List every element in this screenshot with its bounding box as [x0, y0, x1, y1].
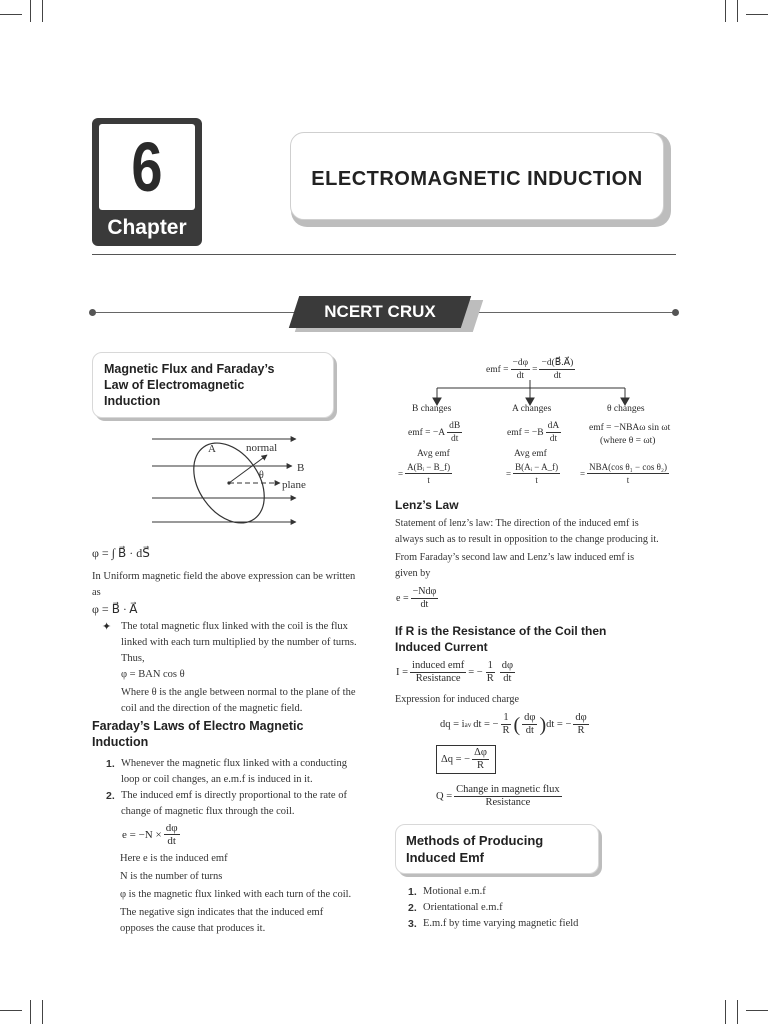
crop-mark: [746, 14, 768, 15]
list-item: 3. E.m.f by time varying magnetic field: [408, 918, 579, 930]
q-equation: Q = $\frac{\text{Change in magnetic flux}}{\text{Resistance}}$: [436, 784, 560, 808]
section-heading-2: Faraday’s Laws of Electro Magnetic Induction: [92, 719, 304, 749]
bullet-icon: ✦: [102, 621, 112, 633]
lenz-paragraph: Statement of lenz’s law: The direction of the induced emf is always such as to result in opposition to the change producing it. From Faraday’s second law and Lenz’s law induced emf is given by: [395, 518, 659, 579]
list-item: 2. The induced emf is directly proportional to the rate of change of magnetic flux through the coil.: [106, 790, 347, 817]
where-theta: (where θ = ωt): [600, 436, 656, 446]
flux-integral-equation: φ = ∫ B⃗ · dS⃗: [92, 546, 150, 560]
avg-emf-b-equation: = $\frac{\text{A(Bᵢ − B\_f)}}{t}$: [398, 462, 451, 485]
emf-a-equation: emf = −B $\frac{dA}{dt}$: [507, 421, 560, 444]
current-equation: I = $\frac{\text{induced emf}}{\text{Resistance}}$ = − $\frac{1}{R}$ $\frac{d\varphi}{dt}$: [396, 660, 514, 684]
crop-mark: [42, 1000, 43, 1024]
dq-equation: dq = i av dt = − $\frac{1}{R}$ ( $\frac{d\varphi}{dt}$ ) dt = − $\frac{d\varphi}{R}$: [440, 712, 587, 736]
chapter-label: Chapter: [107, 216, 187, 239]
emf-b-equation: emf = −A $\frac{dB}{dt}$: [408, 421, 461, 444]
avg-emf-a-equation: = $\frac{\text{B(Aᵢ − A\_f)}}{t}$: [506, 462, 559, 485]
theta-changes-label: θ changes: [607, 404, 645, 414]
paragraph: In Uniform magnetic field the above expression can be written as: [92, 571, 356, 598]
list-item: 2. Orientational e.m.f: [408, 902, 503, 914]
banner-dot-right: [672, 309, 679, 316]
lenz-equation: e = $\frac{\text{−Ndφ}}{dt}$: [396, 586, 437, 610]
avg-emf-b-label: Avg emf: [417, 449, 450, 459]
chapter-title: ELECTROMAGNETIC INDUCTION: [311, 168, 643, 190]
crop-mark: [737, 1000, 738, 1024]
label-theta: θ: [259, 470, 264, 481]
charge-label: Expression for induced charge: [395, 694, 520, 705]
chapter-number: 6: [131, 128, 163, 206]
avg-emf-a-label: Avg emf: [514, 449, 547, 459]
methods-heading: Methods of Producing Induced Emf: [406, 833, 544, 865]
label-normal: normal: [246, 442, 278, 454]
crop-mark: [725, 1000, 726, 1024]
methods-list: [408, 884, 678, 932]
crop-mark: [725, 0, 726, 22]
lenz-heading: Lenz’s Law: [395, 498, 459, 512]
resistance-heading: If R is the Resistance of the Coil then Induced Current: [395, 624, 607, 654]
list-item: 1. Whenever the magnetic flux linked with a conducting loop or coil changes, an e.m.f is induced in it.: [106, 758, 347, 785]
top-emf-equation: emf = $\frac{-d\varphi}{dt}$ = $\frac{-d(B⃗.A⃗)}{dt}$: [486, 358, 574, 381]
divider: [92, 254, 676, 255]
explanation: Here e is the induced emf N is the number of turns φ is the magnetic flux linked with each turn of the coil. The negative sign indicates that the induced emf opposes the cause that produces it.: [120, 853, 352, 934]
crop-mark: [0, 14, 22, 15]
label-plane: plane: [282, 479, 306, 491]
crop-mark: [737, 0, 738, 22]
crop-mark: [746, 1010, 768, 1011]
emf-equation: e = −N × $\frac{d\varphi}{dt}$: [122, 822, 178, 847]
bullet-paragraph: The total magnetic flux linked with the coil is the flux linked with each turn multiplied by the number of turns. Thus, φ = BAN cos θ Where θ is the angle between normal to the plane of the coil and the direction of the magnetic field.: [121, 621, 357, 714]
crop-mark: [42, 0, 43, 22]
crop-mark: [0, 1010, 22, 1011]
b-changes-label: B changes: [412, 404, 452, 414]
banner-text: NCERT CRUX: [324, 302, 436, 321]
a-changes-label: A changes: [512, 404, 552, 414]
label-a: A: [208, 443, 216, 455]
flux-diagram: [150, 428, 320, 532]
crop-mark: [30, 1000, 31, 1024]
delta-q-boxed-equation: Δq = − $\frac{\Delta\varphi}{R}$: [436, 745, 496, 774]
list-item: 1. Motional e.m.f: [408, 886, 486, 898]
section-heading: Magnetic Flux and Faraday’s Law of Electromagnetic Induction: [104, 362, 275, 408]
emf-theta-equation: emf = −NBAω sin ωt: [589, 423, 671, 433]
chapter-badge: [92, 118, 202, 246]
banner-dot-left: [89, 309, 96, 316]
crop-mark: [30, 0, 31, 22]
flux-dot-equation: φ = B⃗ · A⃗: [92, 602, 138, 616]
label-b: B: [297, 462, 305, 474]
avg-emf-theta-equation: = $\frac{\text{NBA(cos θ₁ − cos θ₂)}}{t}$: [580, 462, 668, 485]
